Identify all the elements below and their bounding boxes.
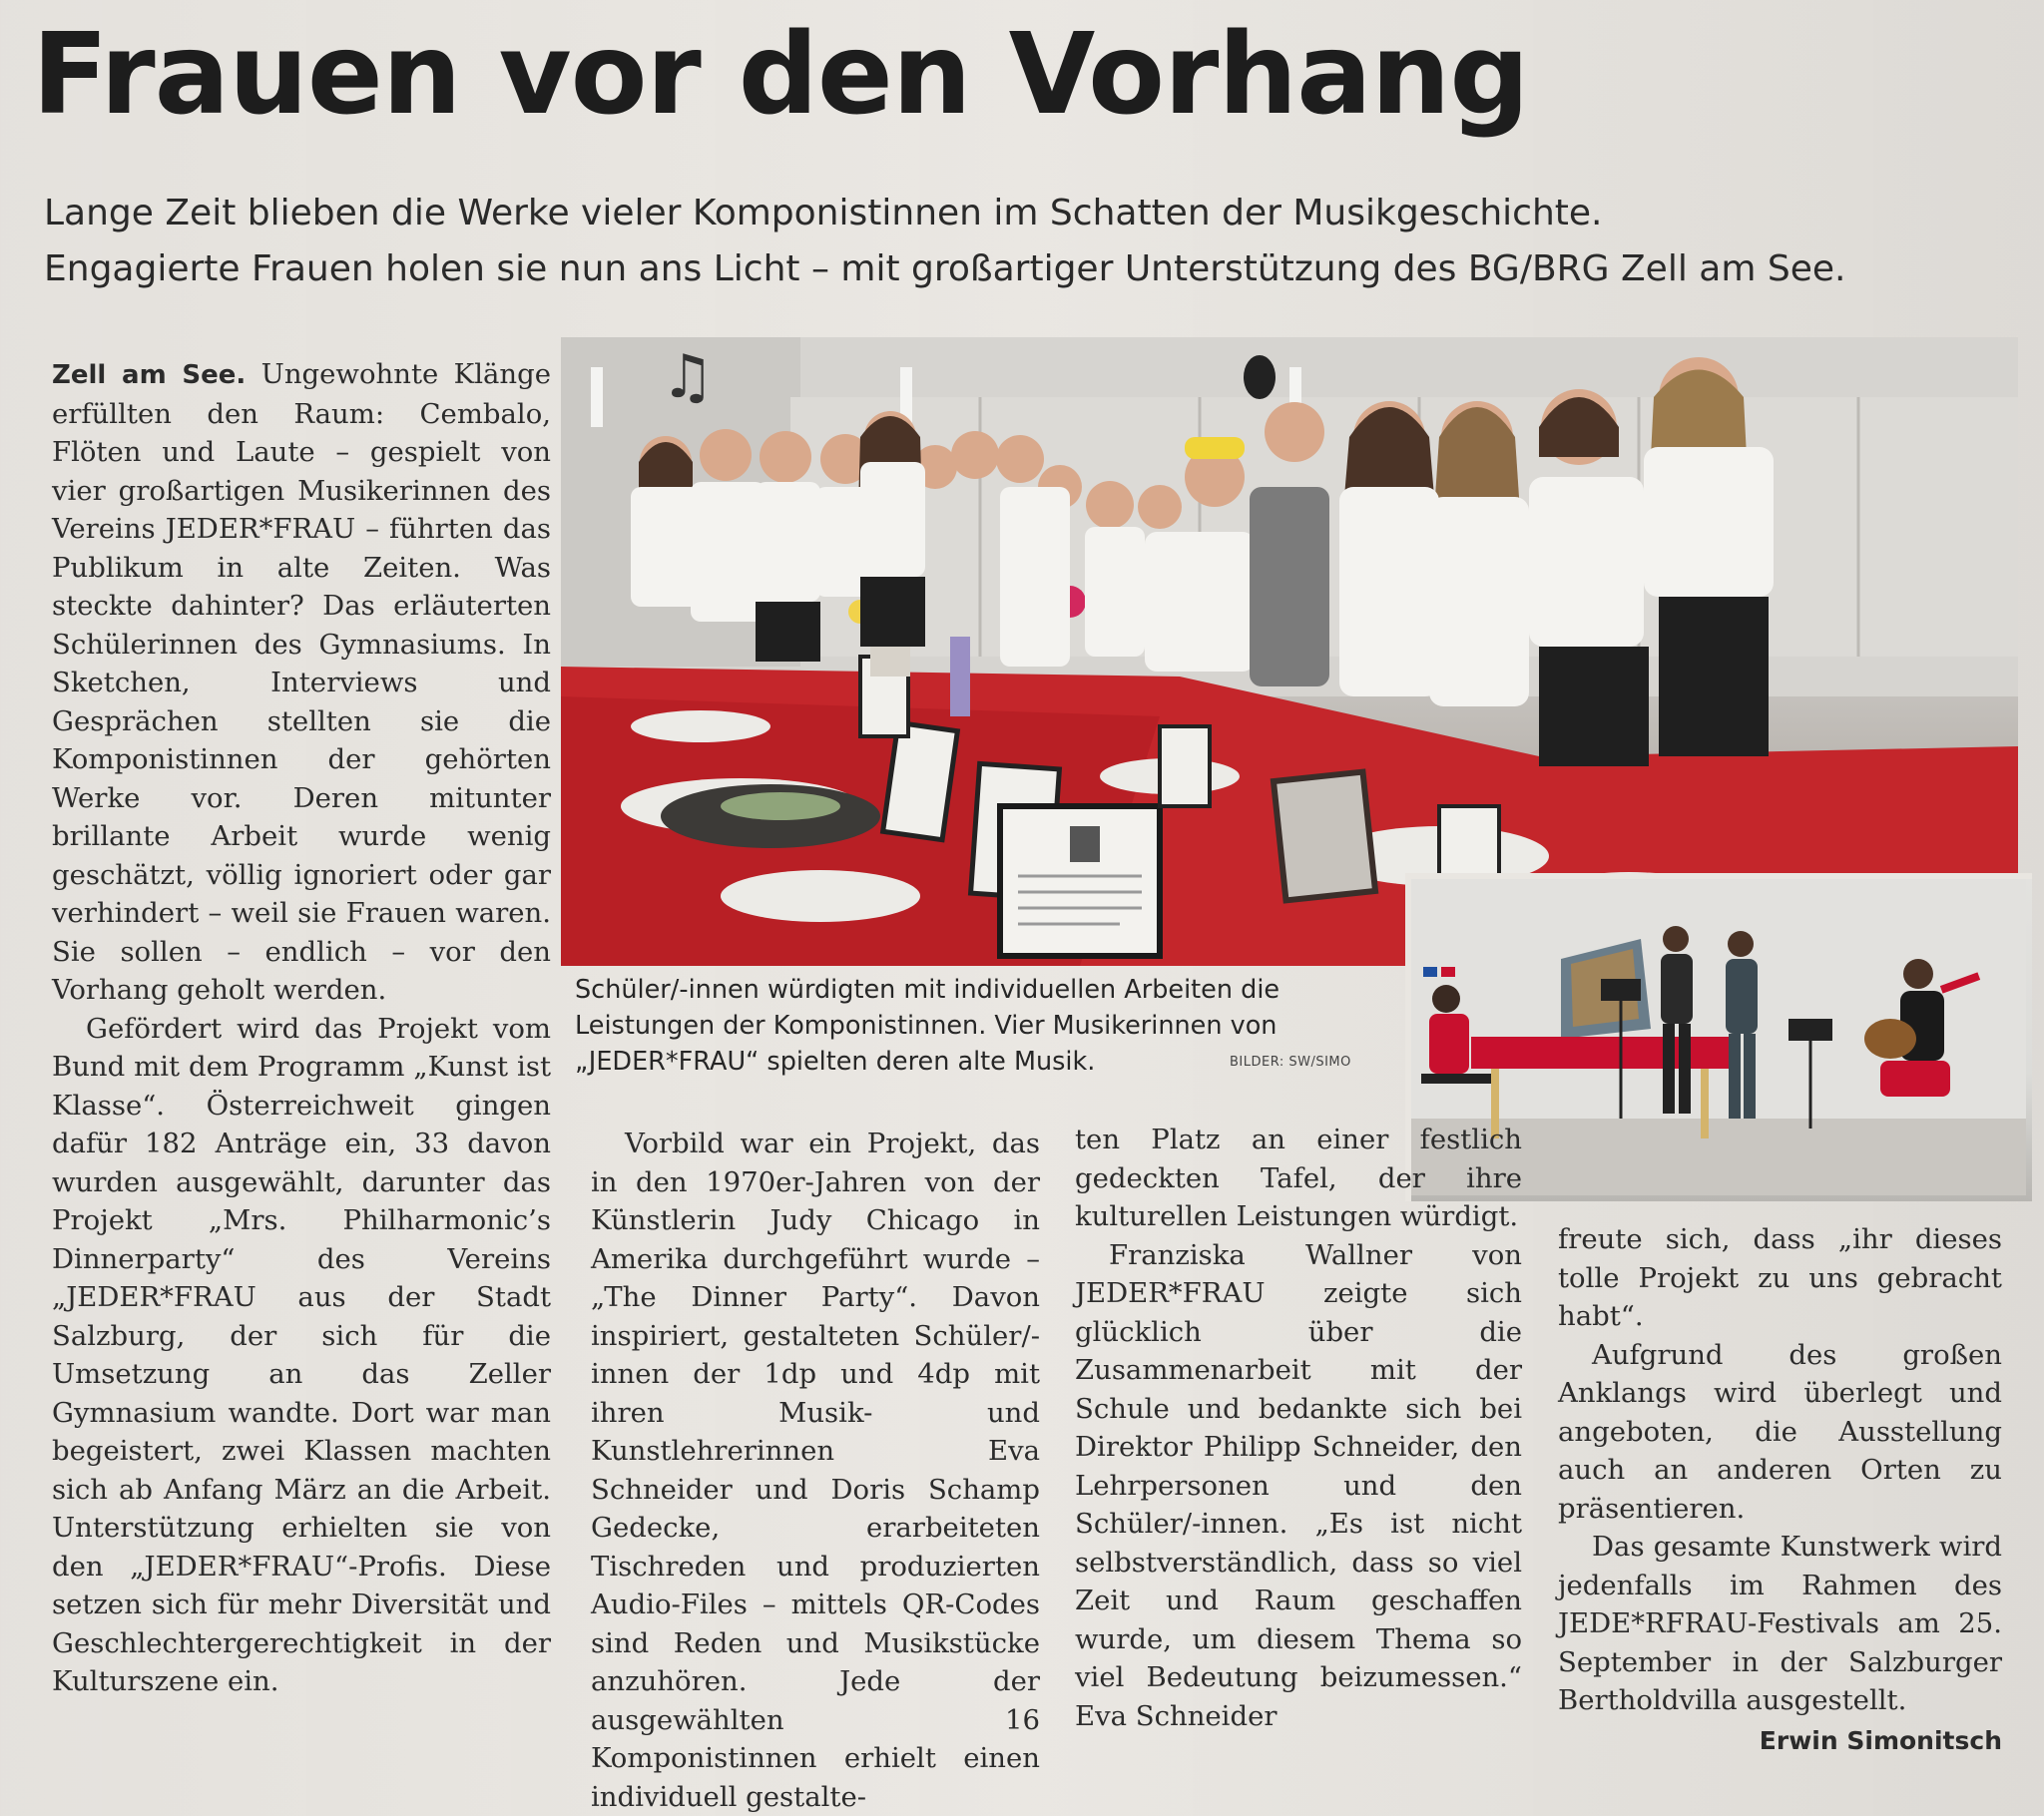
svg-text:♫: ♫ [661, 342, 715, 412]
article-column-4 [1558, 1220, 2002, 1760]
subheadline-line-2: Engagierte Frauen holen sie nun ans Licht – mit großartiger Unterstützung des BG/BRG Zell am See. [44, 248, 1846, 289]
author-byline: Erwin Simonitsch [1759, 1725, 2002, 1755]
group-photo [561, 337, 2018, 966]
paragraph: Aufgrund des großen Anklangs wird überlegt und angeboten, die Ausstellung auch an anderen Orten zu präsentieren. [1558, 1338, 2002, 1525]
article-column-2 [591, 1125, 1040, 1816]
paragraph [52, 355, 551, 1010]
paragraph-text: Ungewohnte Klänge erfüllten den Raum: Cembalo, Flöten und Laute – gespielt von vier großartigen Musikerinnen des Vereins JEDER*FRAU – führten das Publikum in alte Zeiten. Was steckte dahinter? Das erläuterten Schülerinnen des Gymnasiums. In Sketchen, Interviews und Gesprächen stellten sie die Komponistinnen der gehörten Werke vor. Deren mitunter brillante Arbeit wurde wenig geschätzt, völlig ignoriert oder gar verhindert – weil sie Frauen waren. Sie sollen – endlich – vor den Vorhang geholt werden. [52, 358, 551, 1006]
caption-line-1: Schüler/-innen würdigten mit individuellen Arbeiten die [575, 975, 1280, 1005]
caption-line-3: „JEDER*FRAU“ spielten deren alte Musik. [575, 1047, 1096, 1077]
paragraph: Das gesamte Kunstwerk wird jedenfalls im Rahmen des JEDE*RFRAU-Festivals am 25. September in der Salzburger Bertholdvilla ausgestellt. [1558, 1531, 2002, 1716]
paragraph: freute sich, dass „ihr dieses tolle Projekt zu uns gebracht habt“. [1558, 1223, 2002, 1332]
paragraph: Franziska Wallner von JEDER*FRAU zeigte sich glücklich über die Zusammenarbeit mit der Schule und bedankte sich bei Direktor Philipp Schneider, den Lehrpersonen und den Schüler/-innen. „Es ist nicht selbstverständlich, dass so viel Zeit und Raum geschaffen wurde, um diesem Thema so viel Bedeutung beizumessen.“ Eva Schneider [1075, 1238, 1522, 1732]
article-column-3 [1075, 1121, 1522, 1735]
photo-credit: BILDER: SW/SIMO [1230, 1055, 1351, 1070]
subheadline [44, 186, 2030, 297]
article-column-1 [52, 355, 551, 1701]
caption-line-2: Leistungen der Komponistinnen. Vier Musikerinnen von [575, 1011, 1278, 1041]
headline: Frauen vor den Vorhang [32, 10, 1529, 140]
paragraph: Vorbild war ein Projekt, das in den 1970er-Jahren von der Künstlerin Judy Chicago in Amerika durchgeführt wurde – „The Dinner Party“. Davon inspiriert, gestalteten Schüler/-innen der 1dp und 4dp mit ihren Musik- und Kunstlehrerinnen Eva Schneider und Doris Schamp Gedecke, erarbeiteten Tischreden und produzierten Audio-Files – mittels QR-Codes sind Reden und Musikstücke anzuhören. Jede der ausgewählten 16 Komponistinnen erhielt einen individuell gestalte- [591, 1128, 1040, 1813]
group-photo-illustration [561, 337, 2018, 966]
paragraph: Gefördert wird das Projekt vom Bund mit dem Programm „Kunst ist Klasse“. Österreichweit gingen dafür 182 Anträge ein, 33 davon wurden ausgewählt, darunter das Projekt „Mrs. Philharmonic’s Dinnerparty“ des Vereins „JEDER*FRAU aus der Stadt Salzburg, der sich für die Umsetzung an das Zeller Gymnasium wandte. Dort war man begeistert, zwei Klassen machten sich ab Anfang März an die Arbeit. Unterstützung erhielten sie von den „JEDER*FRAU“-Profis. Diese setzen sich für mehr Diversität und Geschlechtergerechtigkeit in der Kulturszene ein. [52, 1012, 551, 1697]
subheadline-line-1: Lange Zeit blieben die Werke vieler Komponistinnen im Schatten der Musikgeschichte. [44, 193, 1603, 233]
paragraph: ten Platz an einer festlich gedeckten Tafel, der ihre kulturellen Leistungen würdigt. [1075, 1124, 1522, 1232]
dateline: Zell am See. [52, 360, 247, 390]
